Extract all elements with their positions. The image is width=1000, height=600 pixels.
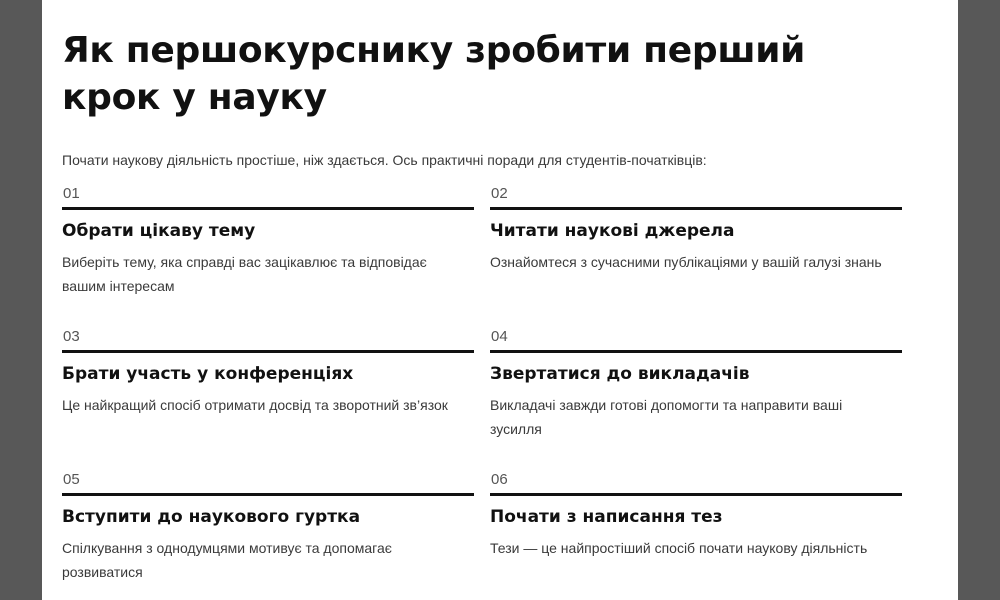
step-title: Читати наукові джерела: [490, 221, 735, 241]
step-number: 01: [63, 185, 80, 202]
step-number: 02: [491, 185, 508, 202]
step-divider: [62, 493, 474, 496]
step-divider: [490, 350, 902, 353]
intro-text: Почати наукову діяльність простіше, ніж здається. Ось практичні поради для студентів-початківців:: [62, 152, 707, 168]
step-description: Ознайомтеся з сучасними публікаціями у вашій галузі знань: [490, 254, 882, 270]
step-description: Тези — це найпростіший спосіб почати наукову діяльність: [490, 540, 868, 556]
step-description: Виберіть тему, яка справді вас зацікавлює та відповідає вашим інтересам: [62, 254, 427, 294]
step-description: Це найкращий спосіб отримати досвід та зворотний зв’язок: [62, 397, 448, 413]
slide-page: [42, 0, 958, 600]
step-title: Брати участь у конференціях: [62, 364, 354, 384]
step-description: Спілкування з однодумцями мотивує та допомагає розвиватися: [62, 540, 392, 580]
slide-content: [62, 0, 907, 580]
step-card-06: [490, 470, 902, 560]
step-card-03: [62, 327, 474, 417]
step-title: Звертатися до викладачів: [490, 364, 750, 384]
step-divider: [490, 493, 902, 496]
step-divider: [490, 207, 902, 210]
page-title: Як першокурснику зробити перший крок у науку: [62, 30, 806, 118]
step-description: Викладачі завжди готові допомогти та направити ваші зусилля: [490, 397, 843, 437]
step-title: Почати з написання тез: [490, 507, 723, 527]
step-number: 04: [491, 328, 508, 345]
step-title: Обрати цікаву тему: [62, 221, 256, 241]
step-card-01: [62, 184, 474, 298]
step-divider: [62, 207, 474, 210]
step-card-02: [490, 184, 902, 274]
step-title: Вступити до наукового гуртка: [62, 507, 361, 527]
step-number: 06: [491, 471, 508, 488]
step-divider: [62, 350, 474, 353]
step-card-05: [62, 470, 474, 584]
step-number: 03: [63, 328, 80, 345]
step-number: 05: [63, 471, 80, 488]
step-card-04: [490, 327, 902, 441]
